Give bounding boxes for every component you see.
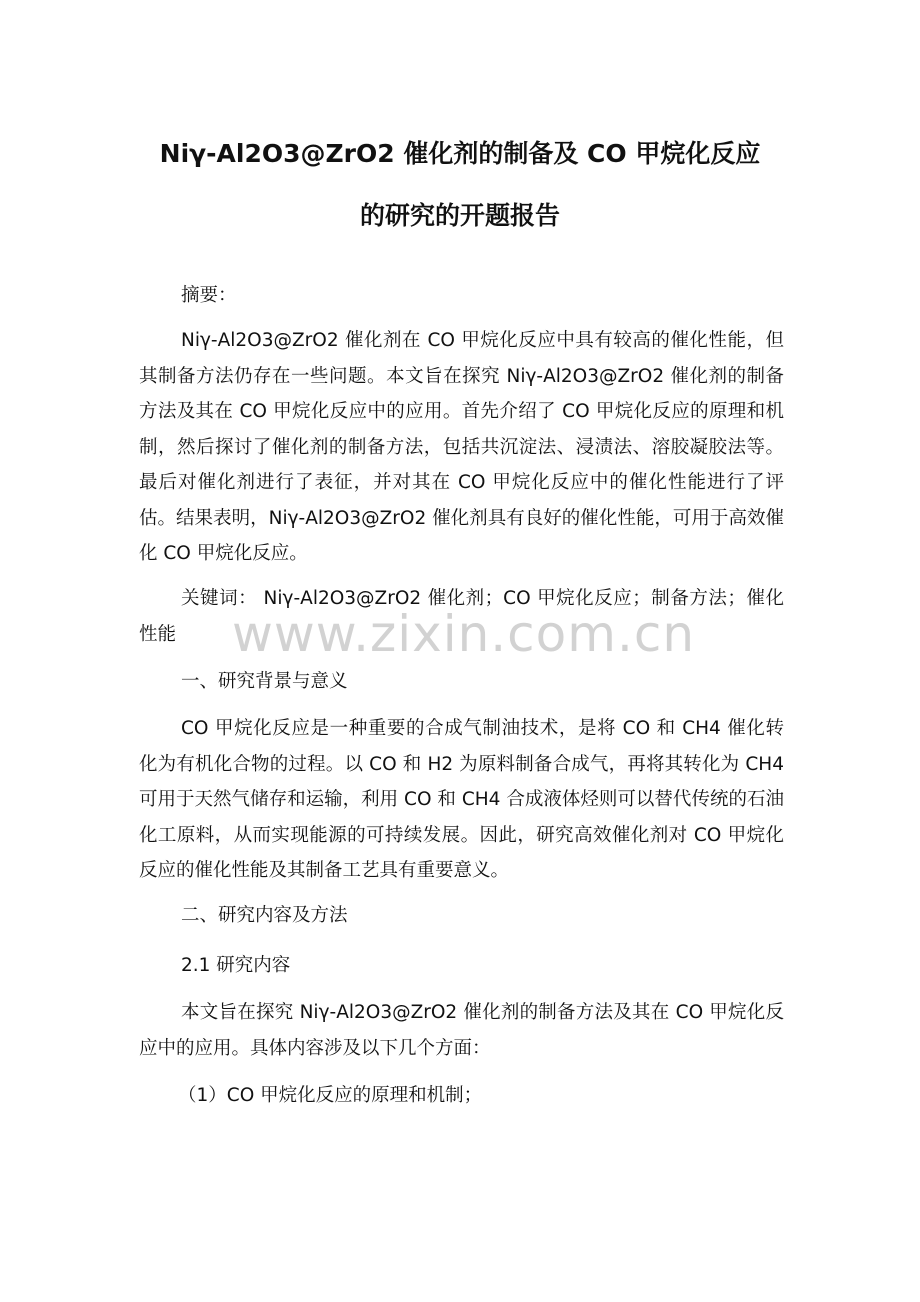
section-1-paragraph: CO 甲烷化反应是一种重要的合成气制油技术，是将 CO 和 CH4 催化转化为有机化合物的过程。以 CO 和 H2 为原料制备合成气，再将其转化为 CH4 可用于天然气储存和运输，利用 CO 和 CH4 合成液体烃则可以替代传统的石油化工原料，从而实现能源的可持续发展。因此，研究高效催化剂对 CO 甲烷化反应的催化性能及其制备工艺具有重要意义。 [139,718,784,881]
section-2-1-heading: 2.1 研究内容 [181,955,291,976]
keywords-paragraph: 关键词： Niγ-Al2O3@ZrO2 催化剂；CO 甲烷化反应；制备方法；催化性能 [139,588,784,645]
watermark: www.zixin.com.cn [232,605,696,663]
section-2-heading: 二、研究内容及方法 [181,905,348,926]
section-2-1-paragraph: 本文旨在探究 Niγ-Al2O3@ZrO2 催化剂的制备方法及其在 CO 甲烷化反应中的应用。具体内容涉及以下几个方面： [139,1002,784,1059]
section-1-heading: 一、研究背景与意义 [181,671,348,692]
list-item-1: （1）CO 甲烷化反应的原理和机制； [178,1085,483,1106]
title-line-2: 的研究的开题报告 [359,201,560,230]
abstract-paragraph: Niγ-Al2O3@ZrO2 催化剂在 CO 甲烷化反应中具有较高的催化性能，但其制备方法仍存在一些问题。本文旨在探究 Niγ-Al2O3@ZrO2 催化剂的制备方法及其在 CO 甲烷化反应中的应用。首先介绍了 CO 甲烷化反应的原理和机制，然后探讨了催化剂的制备方法，包括共沉淀法、浸渍法、溶胶凝胶法等。最后对催化剂进行了表征，并对其在 CO 甲烷化反应中的催化性能进行了评估。结果表明，Niγ-Al2O3@ZrO2 催化剂具有良好的催化性能，可用于高效催化 CO 甲烷化反应。 [139,330,784,564]
title-line-1: Niγ-Al2O3@ZrO2 催化剂的制备及 CO 甲烷化反应 [159,139,761,168]
abstract-label: 摘要： [181,285,237,306]
